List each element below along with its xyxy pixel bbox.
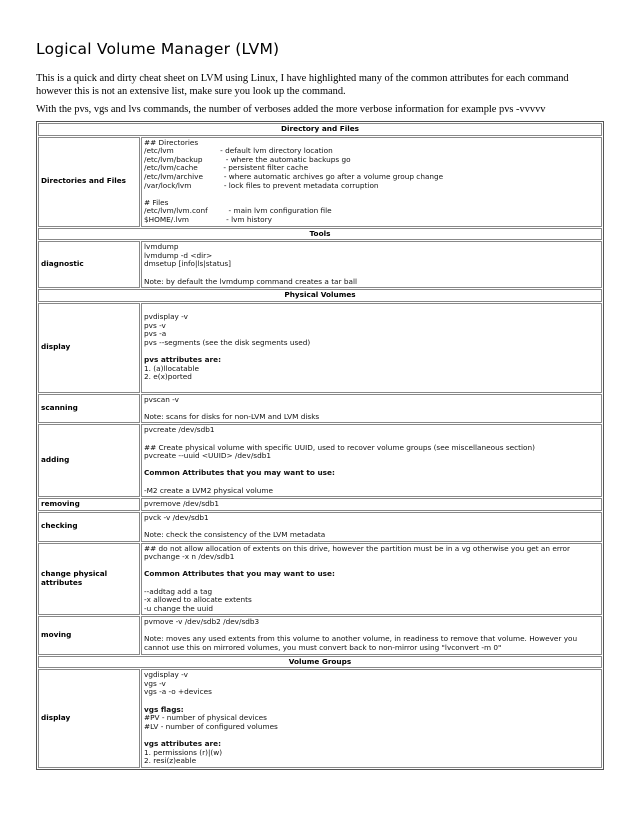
row-label: adding [38, 424, 140, 497]
row-content [141, 241, 602, 288]
content-line: /etc/lvm/lvm.conf - main lvm configuration file [144, 206, 332, 216]
content-line: -u change the uuid [144, 603, 213, 613]
section-row [38, 123, 602, 136]
content-line: /etc/lvm/archive - where automatic archives go after a volume group change [144, 171, 444, 181]
section-header-physical-volumes: Physical Volumes [38, 289, 602, 302]
content-line: lvmdump -d <dir> [144, 250, 213, 260]
table-row [38, 303, 602, 393]
row-content [141, 424, 602, 497]
table-row [38, 512, 602, 542]
row-label: checking [38, 512, 140, 542]
content-line: # Files [144, 197, 169, 207]
content-line: vgdisplay -v [144, 670, 188, 680]
content-line: Note: scans for disks for non-LVM and LVM disks [144, 411, 320, 421]
section-row [38, 228, 602, 241]
row-content [141, 498, 602, 511]
content-heading: Common Attributes that you may want to use: [144, 468, 335, 478]
content-line: /etc/lvm - default lvm directory location [144, 146, 333, 156]
row-label: change physical attributes [38, 543, 140, 616]
content-heading: vgs flags: [144, 704, 184, 714]
content-line: /etc/lvm/cache - persistent filter cache [144, 163, 309, 173]
row-content [141, 616, 602, 654]
content-line: pvcreate /dev/sdb1 [144, 425, 215, 435]
content-heading: Common Attributes that you may want to use: [144, 569, 335, 579]
table-row [38, 616, 602, 654]
table-row [38, 137, 602, 227]
section-row [38, 289, 602, 302]
content-line: $HOME/.lvm - lvm history [144, 214, 272, 224]
content-line: 2. resi(z)eable [144, 756, 197, 766]
row-label: Directories and Files [38, 137, 140, 227]
section-header-tools: Tools [38, 228, 602, 241]
table-row [38, 669, 602, 768]
content-line: ## Create physical volume with specific UUID, used to recover volume groups (see miscellaneous section) [144, 442, 535, 452]
content-line: pvmove -v /dev/sdb2 /dev/sdb3 [144, 617, 260, 627]
row-content [141, 543, 602, 616]
content-line: vgs -v [144, 678, 166, 688]
content-line: pvchange -x n /dev/sdb1 [144, 552, 235, 562]
row-label: removing [38, 498, 140, 511]
content-line: -x allowed to allocate extents [144, 595, 252, 605]
table-row [38, 498, 602, 511]
row-label: display [38, 669, 140, 768]
row-label: diagnostic [38, 241, 140, 288]
content-line: pvck -v /dev/sdb1 [144, 512, 209, 522]
content-line: pvs --segments (see the disk segments used) [144, 338, 311, 348]
content-line: pvscan -v [144, 394, 179, 404]
row-content [141, 669, 602, 768]
content-line: pvcreate --uuid <UUID> /dev/sdb1 [144, 451, 271, 461]
content-heading: vgs attributes are: [144, 739, 221, 748]
document-page [36, 40, 604, 770]
table-row [38, 424, 602, 497]
section-header-directories: Directory and Files [38, 123, 602, 136]
content-line: pvs -a [144, 329, 167, 339]
cheat-sheet-table [36, 121, 604, 770]
content-line: 2. e(x)ported [144, 372, 192, 382]
row-label: display [38, 303, 140, 393]
content-line: pvdisplay -v [144, 312, 188, 322]
content-line: Note: by default the lvmdump command creates a tar ball [144, 276, 358, 286]
content-heading: pvs attributes are: [144, 355, 221, 365]
verbose-note: With the pvs, vgs and lvs commands, the number of verboses added the more verbose information for example pvs -vvvvv [36, 104, 546, 115]
content-line: dmsetup [info|ls|status] [144, 259, 232, 269]
content-line: pvremove /dev/sdb1 [144, 499, 220, 509]
content-line: #LV - number of configured volumes [144, 721, 278, 731]
content-line: #PV - number of physical devices [144, 713, 267, 723]
content-line: Note: moves any used extents from this volume to another volume, in readiness to remove that volume. However you cannot use this on mirrored volumes, you must convert back to non-mirror using "lvconvert -m 0" [144, 634, 578, 653]
intro-paragraph: This is a quick and dirty cheat sheet on LVM using Linux, I have highlighted many of the common attributes for each command however this is not an extensive list, make sure you look up the command. [36, 73, 569, 97]
table-row [38, 241, 602, 288]
content-line: 1. (a)llocatable [144, 363, 199, 373]
row-content [141, 394, 602, 424]
row-content [141, 512, 602, 542]
page-title: Logical Volume Manager (LVM) [36, 40, 280, 58]
content-line: /etc/lvm/backup - where the automatic backups go [144, 154, 351, 164]
content-line: 1. permissions (r)|(w) [144, 747, 223, 757]
table-row [38, 394, 602, 424]
content-line: Note: check the consistency of the LVM metadata [144, 529, 326, 539]
content-line: --addtag add a tag [144, 586, 213, 596]
section-row [38, 656, 602, 669]
content-line: vgs -a -o +devices [144, 687, 212, 697]
row-label: moving [38, 616, 140, 654]
row-content [141, 137, 602, 227]
content-line: -M2 create a LVM2 physical volume [144, 485, 273, 495]
row-label: scanning [38, 394, 140, 424]
content-line: pvs -v [144, 320, 166, 330]
content-line: ## do not allow allocation of extents on this drive, however the partition must be in a vg otherwise you get an error [144, 543, 571, 553]
table-row [38, 543, 602, 616]
content-line: lvmdump [144, 242, 179, 252]
row-content [141, 303, 602, 393]
content-line: ## Directories [144, 137, 199, 147]
content-line: /var/lock/lvm - lock files to prevent metadata corruption [144, 180, 379, 190]
section-header-volume-groups: Volume Groups [38, 656, 602, 669]
